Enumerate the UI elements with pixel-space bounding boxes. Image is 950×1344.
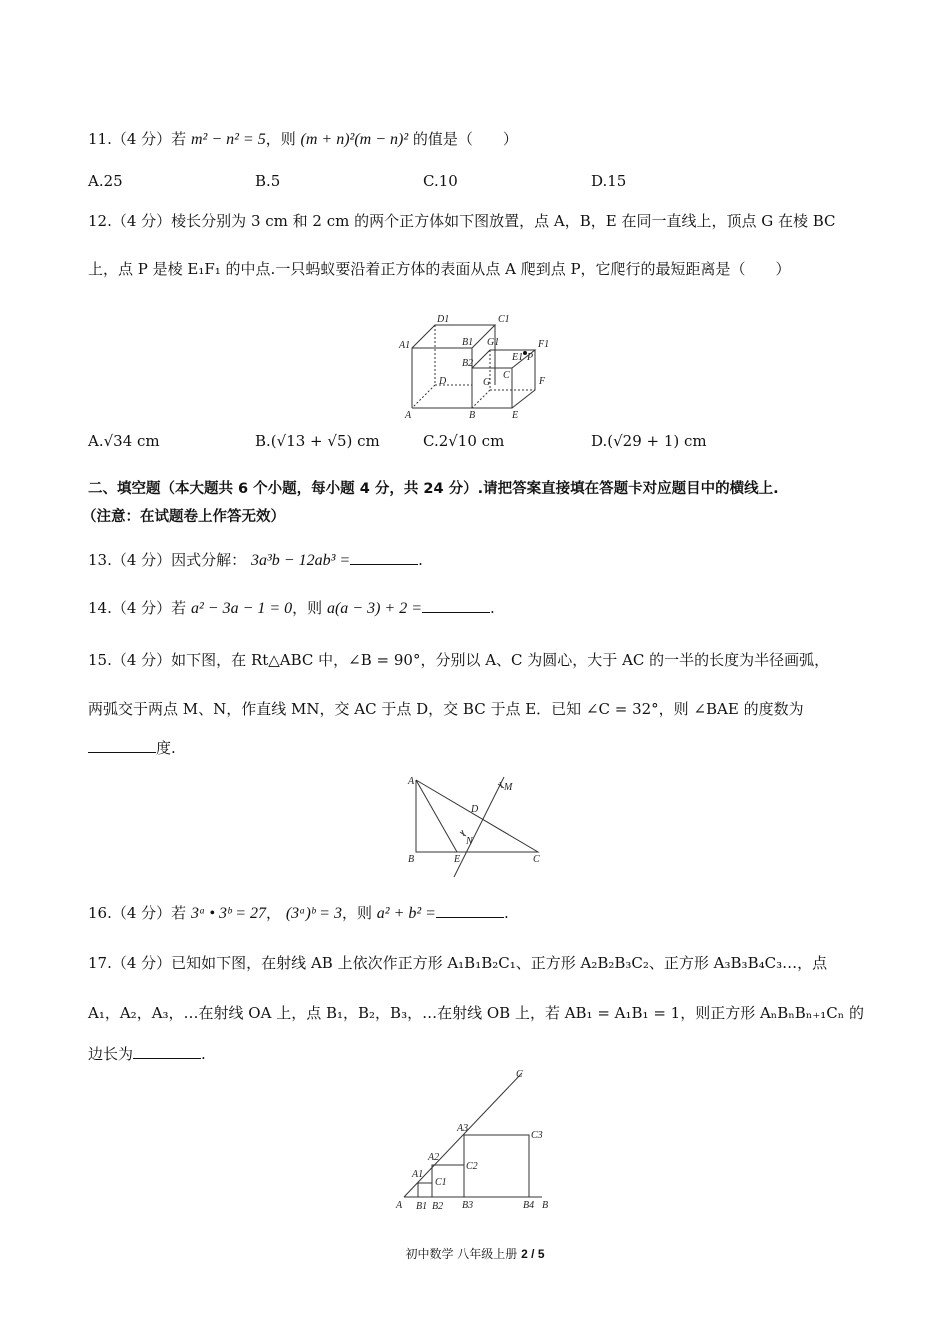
svg-text:P: P bbox=[527, 352, 534, 363]
q14-stem: 14.（4 分）若 a² − 3a − 1 = 0，则 a(a − 3) + 2 = . bbox=[88, 599, 495, 617]
page-footer bbox=[0, 1245, 950, 1262]
svg-text:A: A bbox=[405, 410, 412, 420]
q15-answer-blank[interactable] bbox=[88, 738, 156, 753]
q12-stem-line2: 上，点 P 是棱 E₁F₁ 的中点.一只蚂蚁要沿着正方体的表面从点 A 爬到点 P，它爬行的最短距离是（ ） bbox=[88, 260, 791, 278]
q11-option-d[interactable]: D.15 bbox=[591, 172, 627, 190]
q12-cube-figure bbox=[395, 300, 565, 420]
svg-text:A1: A1 bbox=[399, 340, 411, 351]
svg-text:M: M bbox=[504, 782, 513, 793]
footer-subject: 初中数学 八年级上册 bbox=[405, 1247, 518, 1261]
q11-expression: (m + n)²(m − n)² bbox=[300, 131, 409, 148]
svg-text:G: G bbox=[483, 377, 491, 388]
svg-text:F1: F1 bbox=[538, 339, 550, 350]
svg-text:B3: B3 bbox=[462, 1200, 474, 1211]
q17-stem-line2: A₁，A₂，A₃，…在射线 OA 上，点 B₁，B₂，B₃，…在射线 OB 上，若 AB₁ = A₁B₁ = 1，则正方形 AₙBₙBₙ₊₁Cₙ 的 bbox=[88, 1004, 864, 1022]
q11-option-a[interactable]: A.25 bbox=[88, 172, 123, 190]
svg-text:A1: A1 bbox=[412, 1169, 424, 1180]
q17-stem-line1: 17.（4 分）已知如下图，在射线 AB 上依次作正方形 A₁B₁B₂C₁、正方形 A₂B₂B₃C₂、正方形 A₃B₃B₄C₃…，点 bbox=[88, 954, 828, 972]
q15-triangle-figure bbox=[402, 772, 552, 882]
svg-text:B: B bbox=[408, 854, 415, 865]
svg-text:F: F bbox=[539, 376, 546, 387]
q12-option-d[interactable]: D.(√29 + 1) cm bbox=[591, 432, 707, 450]
svg-text:B4: B4 bbox=[523, 1200, 535, 1211]
q17-answer-blank[interactable] bbox=[133, 1044, 201, 1059]
svg-text:B1: B1 bbox=[416, 1201, 428, 1212]
svg-text:C1: C1 bbox=[498, 314, 510, 325]
q14-answer-blank[interactable] bbox=[422, 598, 490, 613]
svg-text:A: A bbox=[396, 1200, 403, 1211]
svg-text:A3: A3 bbox=[457, 1123, 469, 1134]
svg-text:D: D bbox=[471, 804, 479, 815]
svg-text:C3: C3 bbox=[531, 1130, 543, 1141]
svg-text:D: D bbox=[439, 376, 447, 387]
svg-text:E1: E1 bbox=[512, 352, 524, 363]
q17-stem-line3: 边长为 . bbox=[88, 1045, 206, 1063]
q12-option-c[interactable]: C.2√10 cm bbox=[423, 432, 505, 450]
q16-stem: 16.（4 分）若 3ᵃ • 3ᵇ = 27， (3ᵃ)ᵇ = 3，则 a² + b² = . bbox=[88, 904, 509, 922]
q12-option-b[interactable]: B.(√13 + √5) cm bbox=[255, 432, 380, 450]
svg-text:D1: D1 bbox=[437, 314, 450, 325]
section2-note: （注意：在试题卷上作答无效） bbox=[82, 509, 285, 525]
svg-text:B1: B1 bbox=[462, 337, 474, 348]
svg-text:A2: A2 bbox=[428, 1152, 440, 1163]
svg-text:A: A bbox=[408, 776, 415, 787]
svg-text:B: B bbox=[542, 1200, 549, 1211]
svg-text:B2: B2 bbox=[462, 358, 474, 369]
svg-text:C1: C1 bbox=[435, 1177, 447, 1188]
q15-stem-line3: 度. bbox=[88, 737, 176, 759]
svg-text:B2: B2 bbox=[432, 1201, 444, 1212]
q16-answer-blank[interactable] bbox=[436, 903, 504, 918]
q15-stem-line2: 两弧交于两点 M、N，作直线 MN，交 AC 于点 D，交 BC 于点 E．已知 ∠C = 32°，则 ∠BAE 的度数为 bbox=[88, 700, 804, 718]
q11-option-b[interactable]: B.5 bbox=[255, 172, 281, 190]
footer-page-number: 2 / 5 bbox=[521, 1247, 545, 1261]
svg-text:C2: C2 bbox=[466, 1161, 478, 1172]
q12-stem-line1: 12.（4 分）棱长分别为 3 cm 和 2 cm 的两个正方体如下图放置，点 A，B，E 在同一直线上，顶点 G 在棱 BC bbox=[88, 212, 836, 230]
q11-condition: m² − n² = 5 bbox=[190, 131, 266, 148]
svg-text:G1: G1 bbox=[487, 337, 500, 348]
q13-answer-blank[interactable] bbox=[350, 550, 418, 565]
svg-text:C: C bbox=[533, 854, 540, 865]
q13-stem: 13.（4 分）因式分解： 3a³b − 12ab³ = . bbox=[88, 551, 423, 569]
svg-text:B: B bbox=[469, 410, 476, 420]
svg-text:E: E bbox=[454, 854, 461, 865]
q15-stem-line1: 15.（4 分）如下图，在 Rt△ABC 中，∠B = 90°，分别以 A、C 为圆心，大于 AC 的一半的长度为半径画弧， bbox=[88, 651, 830, 669]
q11-stem: 11.（4 分）若 m² − n² = 5，则 (m + n)²(m − n)² 的值是（ ） bbox=[88, 130, 518, 148]
q11-option-c[interactable]: C.10 bbox=[423, 172, 458, 190]
q12-option-a[interactable]: A.√34 cm bbox=[88, 432, 160, 450]
q17-squares-figure bbox=[392, 1065, 557, 1215]
svg-text:E: E bbox=[512, 410, 519, 420]
svg-text:C: C bbox=[516, 1069, 523, 1080]
svg-text:C: C bbox=[503, 370, 510, 381]
svg-text:N: N bbox=[466, 836, 473, 847]
section2-title: 二、填空题（本大题共 6 个小题，每小题 4 分，共 24 分）.请把答案直接填在答题卡对应题目中的横线上. bbox=[88, 481, 779, 497]
